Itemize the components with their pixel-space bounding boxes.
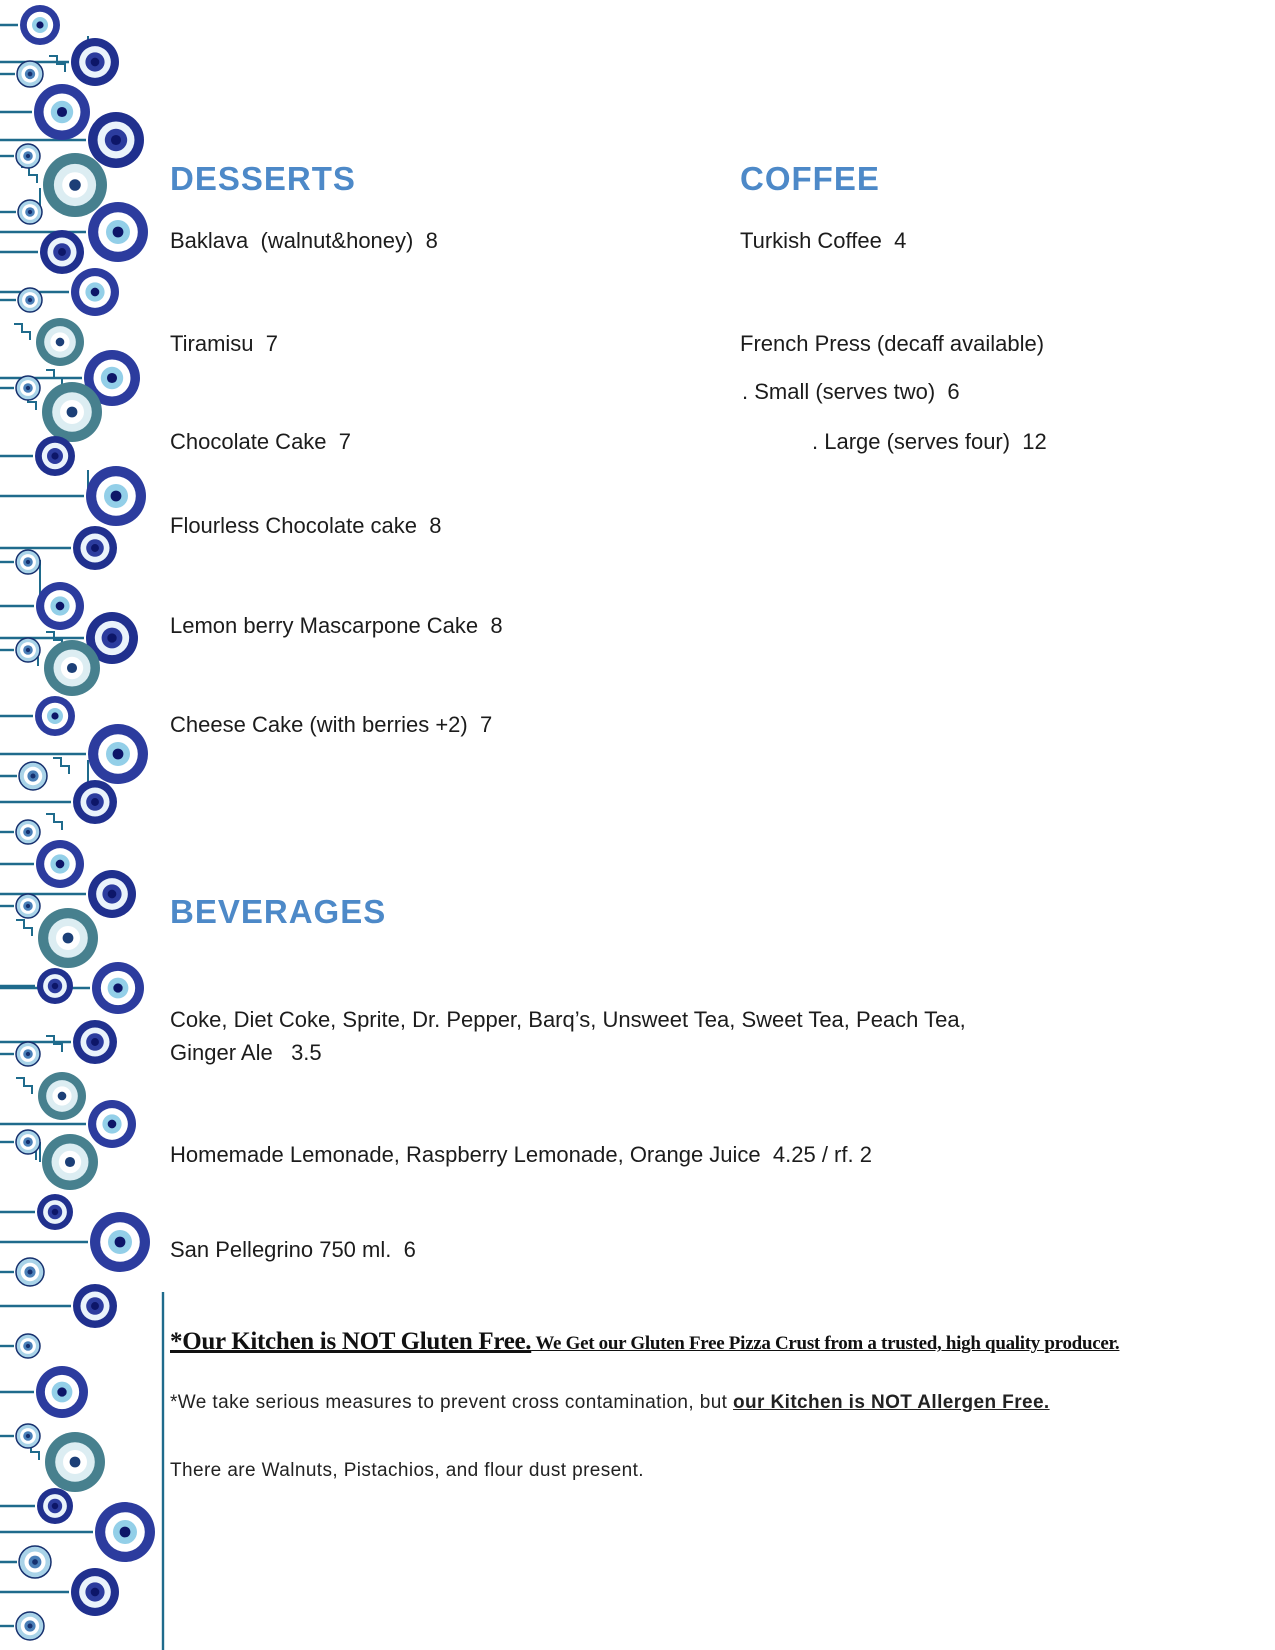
evil-eye-icon (16, 1258, 44, 1286)
menu-item-sodas: Coke, Diet Coke, Sprite, Dr. Pepper, Barq’s, Unsweet Tea, Sweet Tea, Peach Tea, Ginger Ale 3.5 (170, 1007, 972, 1065)
evil-eye-icon (42, 382, 102, 442)
evil-eye-icon (43, 153, 107, 217)
evil-eye-icon (35, 436, 75, 476)
evil-eye-icon (16, 1424, 40, 1448)
evil-eye-icon (16, 820, 40, 844)
coffee-heading: COFFEE (740, 160, 880, 197)
evil-eye-icon (95, 1502, 155, 1562)
desserts-heading: DESSERTS (170, 160, 356, 197)
evil-eye-icon (73, 526, 117, 570)
menu-item-tiramisu: Tiramisu 7 (170, 331, 278, 356)
evil-eye-icon (88, 112, 144, 168)
evil-eye-icon (36, 840, 84, 888)
evil-eye-icon (16, 1042, 40, 1066)
evil-eye-icon (73, 780, 117, 824)
evil-eye-icon (16, 1130, 40, 1154)
menu-item-french-press-large: . Large (serves four) 12 (812, 429, 1047, 454)
evil-eye-icon (88, 202, 148, 262)
gluten-note-rest: We Get our Gluten Free Pizza Crust from a trusted, high quality producer. (531, 1333, 1120, 1354)
evil-eye-icon (16, 1612, 44, 1640)
evil-eye-icon (16, 376, 40, 400)
gluten-note (170, 1328, 1119, 1356)
evil-eye-icon (44, 640, 100, 696)
evil-eye-border (0, 0, 175, 1650)
evil-eye-icon (42, 1134, 98, 1190)
menu-item-san-pellegrino: San Pellegrino 750 ml. 6 (170, 1237, 416, 1262)
menu-item-french-press: French Press (decaff available) (740, 331, 1045, 356)
evil-eye-icon (35, 696, 75, 736)
evil-eye-icon (19, 1546, 51, 1578)
evil-eye-icon (16, 550, 40, 574)
evil-eye-icon (36, 582, 84, 630)
menu-item-cheese-cake: Cheese Cake (with berries +2) 7 (170, 712, 493, 737)
evil-eye-icon (34, 84, 90, 140)
evil-eye-icon (40, 230, 84, 274)
evil-eye-icon (18, 200, 42, 224)
evil-eye-icon (37, 1194, 73, 1230)
menu-item-chocolate-cake: Chocolate Cake 7 (170, 429, 351, 454)
evil-eye-icon (88, 1100, 136, 1148)
evil-eye-icon (73, 1284, 117, 1328)
evil-eye-icon (38, 908, 98, 968)
evil-eye-icon (16, 144, 40, 168)
menu-item-lemonade: Homemade Lemonade, Raspberry Lemonade, Orange Juice 4.25 / rf. 2 (170, 1142, 872, 1167)
menu-item-turkish-coffee: Turkish Coffee 4 (740, 228, 907, 253)
allergen-note-text: *We take serious measures to prevent cross contamination, but (170, 1392, 734, 1413)
evil-eye-icon (16, 1334, 40, 1358)
evil-eye-icon (17, 61, 43, 87)
evil-eye-icon (20, 5, 60, 45)
evil-eye-icon (88, 724, 148, 784)
evil-eye-icon (36, 1366, 88, 1418)
evil-eye-icon (19, 762, 47, 790)
menu-item-baklava: Baklava (walnut&honey) 8 (170, 228, 438, 253)
allergen-note-line2: There are Walnuts, Pistachios, and flour dust present. (170, 1460, 644, 1482)
gluten-note-lead: *Our Kitchen is NOT Gluten Free. (170, 1328, 532, 1355)
evil-eye-icon (90, 1212, 150, 1272)
evil-eye-icon (16, 638, 40, 662)
menu-item-french-press-small: . Small (serves two) 6 (742, 379, 960, 404)
beverages-heading: BEVERAGES (170, 893, 387, 930)
evil-eye-icon (71, 268, 119, 316)
evil-eye-icon (92, 962, 144, 1014)
allergen-note-bold: our Kitchen is NOT Allergen Free. (733, 1392, 1050, 1413)
evil-eye-icon (37, 1488, 73, 1524)
evil-eye-icon (86, 466, 146, 526)
evil-eye-icon (73, 1020, 117, 1064)
evil-eye-icon (18, 288, 42, 312)
evil-eye-icon (16, 894, 40, 918)
evil-eye-icon (36, 318, 84, 366)
menu-item-lemon-mascarpone: Lemon berry Mascarpone Cake 8 (170, 613, 503, 638)
allergen-note (170, 1386, 1050, 1557)
evil-eye-icon (88, 870, 136, 918)
menu-item-flourless-chocolate: Flourless Chocolate cake 8 (170, 513, 442, 538)
evil-eye-icon (71, 38, 119, 86)
evil-eye-icon (45, 1432, 105, 1492)
evil-eye-icon (71, 1568, 119, 1616)
evil-eye-icon (37, 968, 73, 1004)
evil-eye-icon (38, 1072, 86, 1120)
